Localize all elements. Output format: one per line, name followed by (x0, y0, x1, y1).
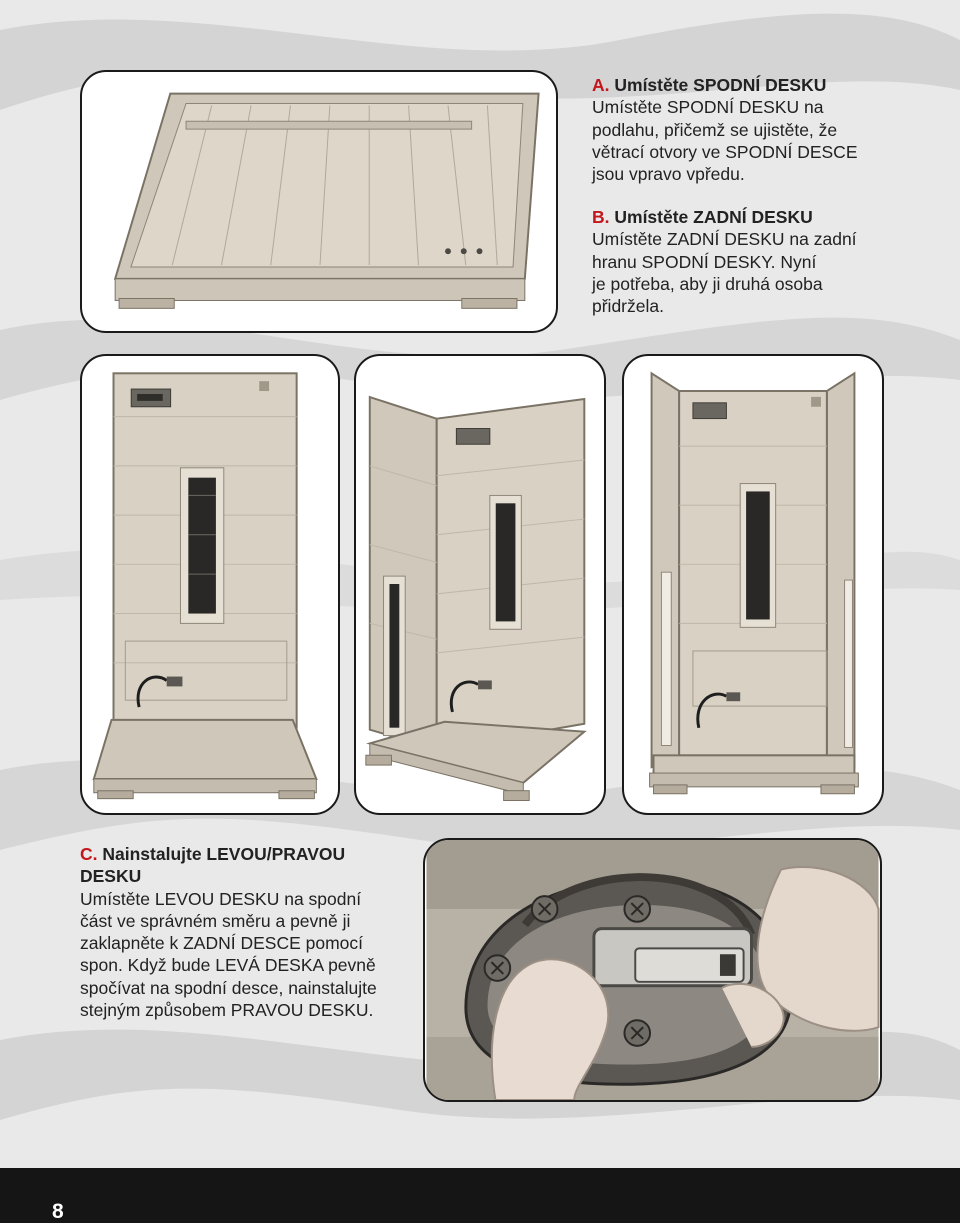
step-c-line-1: Umístěte LEVOU DESKU na spodní (80, 888, 362, 909)
step-c-title-line-1: Nainstalujte LEVOU/PRAVOU (102, 844, 346, 864)
corner-panel-photo (354, 354, 606, 815)
step-c-line-4: spon. Když bude LEVÁ DESKA pevně (80, 955, 376, 976)
page-footer-bar (0, 1168, 960, 1223)
step-b-letter: B. (592, 207, 610, 227)
step-b-line-4: přidržela. (592, 296, 664, 317)
step-a-line-1: Umístěte SPODNÍ DESKU na (592, 97, 824, 118)
floor-panel-photo (80, 70, 558, 333)
step-a-line-3: větrací otvory ve SPODNÍ DESCE (592, 141, 858, 162)
step-a-line-4: jsou vpravo vpředu. (592, 164, 745, 185)
page-number: 8 (52, 1200, 64, 1223)
latch-closeup-photo (423, 838, 882, 1102)
step-c-text (80, 843, 410, 1021)
step-b-title: Umístěte ZADNÍ DESKU (614, 207, 813, 227)
step-c-line-6: stejným způsobem PRAVOU DESKU. (80, 1000, 374, 1021)
step-c-line-3: zaklapněte k ZADNÍ DESCE pomocí (80, 933, 364, 954)
back-panel-photo (80, 354, 340, 815)
step-b-line-1: Umístěte ZADNÍ DESKU na zadní (592, 229, 857, 250)
step-a-letter: A. (592, 75, 610, 95)
step-c-heading (80, 843, 410, 865)
step-a-title: Umístěte SPODNÍ DESKU (614, 75, 827, 95)
step-b-text (592, 206, 882, 317)
step-b-line-3: je potřeba, aby ji druhá osoba (592, 273, 823, 294)
step-b-heading (592, 206, 882, 228)
step-c-line-5: spočívat na spodní desce, nainstalujte (80, 977, 377, 998)
step-c-line-2: část ve správném směru a pevně ji (80, 910, 351, 931)
step-a-heading (592, 74, 892, 96)
step-a-text (592, 74, 892, 185)
side-panels-photo (622, 354, 884, 815)
step-b-line-2: hranu SPODNÍ DESKY. Nyní (592, 251, 817, 272)
step-c-title-line-2: DESKU (80, 866, 142, 887)
step-c-letter: C. (80, 844, 98, 864)
step-a-line-2: podlahu, přičemž se ujistěte, že (592, 119, 838, 140)
